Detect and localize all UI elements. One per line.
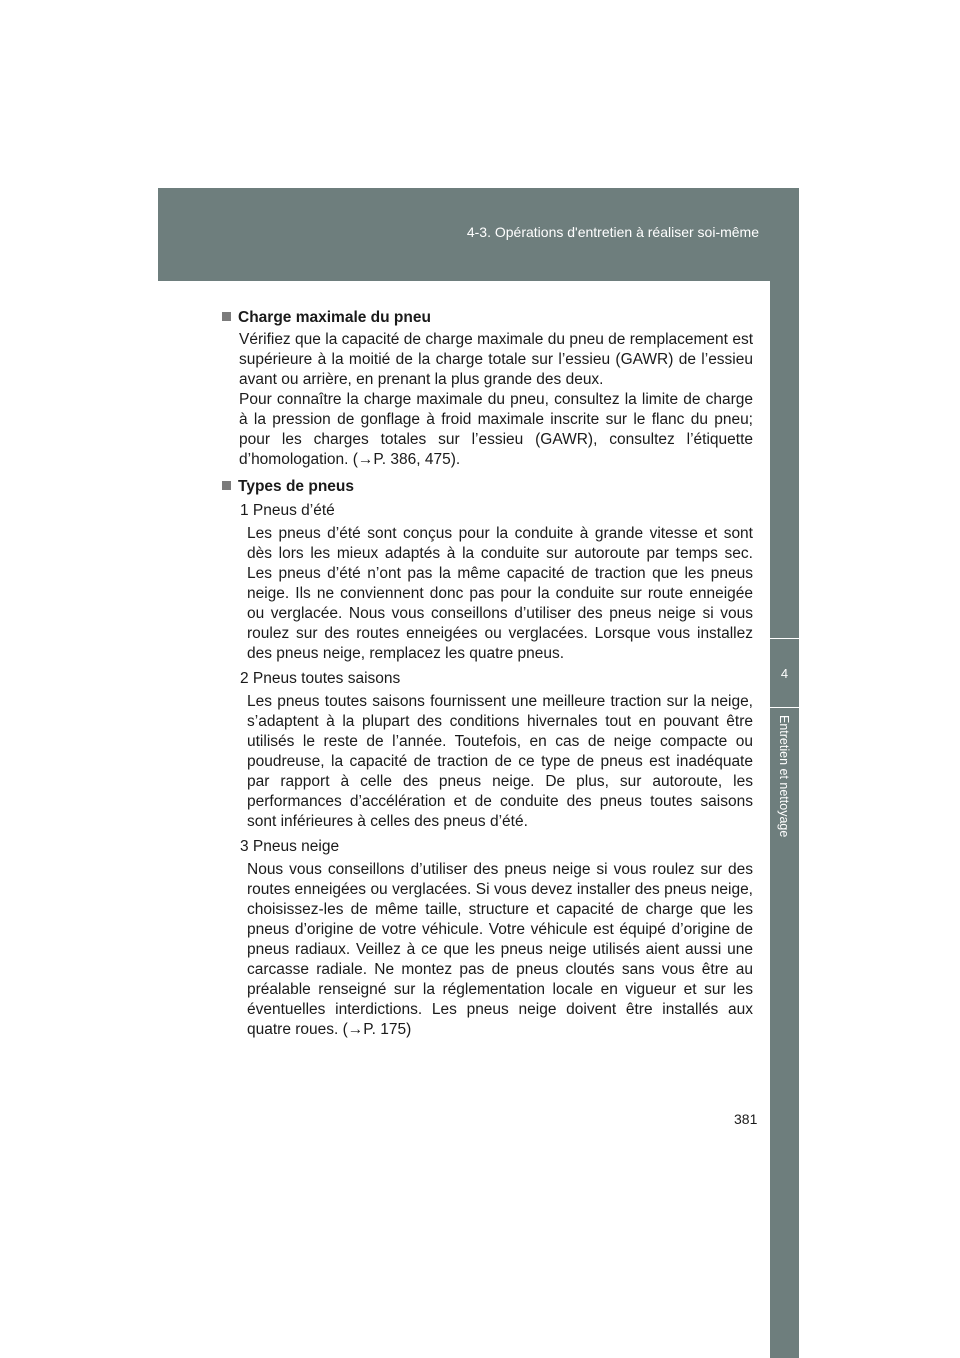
square-bullet-icon xyxy=(222,481,231,490)
list-item xyxy=(222,669,753,832)
list-item xyxy=(222,501,753,664)
paragraph: Pour connaître la charge maximale du pneu, consultez la limite de charge à la pression de gonflage à froid maximale inscrite sur le flanc du pneu; pour les charges totales sur l’essieu (GAWR), consultez l’étiquette d’homologation. (→P. 386, 475). xyxy=(239,391,753,468)
paragraph: Vérifiez que la capacité de charge maximale du pneu de remplacement est supérieure à la moitié de la charge totale sur l’essieu (GAWR) de l’essieu avant ou arrière, en prenant la plus grande des deux. xyxy=(239,331,753,388)
list-item xyxy=(222,837,753,1040)
chapter-number: 4 xyxy=(770,638,799,708)
page-content xyxy=(222,308,753,1040)
item-title: 3 Pneus neige xyxy=(240,838,340,855)
page-number: 381 xyxy=(734,1111,758,1127)
item-body: Nous vous conseillons d’utiliser des pneus neige si vous roulez sur des routes enneigées ou verglacées. Si vous devez installer des pneus neige, choisissez-les de même taille, structure et capacité de charge que les pneus d’origine de votre véhicule. Votre véhicule est équipé d’origine de pneus radiaux. Veillez à ce que les pneus neige utilisés aient aussi une carcasse radiale. Ne montez pas de pneus cloutés sans vous être au préalable renseigné sur la réglementation locale en vigueur et sur les éventuelles interdictions. Les pneus neige doivent être installés aux quatre roues. (→P. 175) xyxy=(247,861,753,1038)
header-band xyxy=(158,188,799,281)
section-heading xyxy=(222,308,753,328)
item-title: 1 Pneus d’été xyxy=(240,502,335,519)
chapter-label: Entretien et nettoyage xyxy=(777,715,791,838)
item-title: 2 Pneus toutes saisons xyxy=(240,670,401,687)
chapter-side-tab xyxy=(770,281,799,1358)
section-title: 4-3. Opérations d'entretien à réaliser soi-même xyxy=(466,224,759,240)
item-body: Les pneus d’été sont conçus pour la conduite à grande vitesse et sont dès lors les mieux adaptés à la conduite sur autoroute par temps sec. Les pneus d’été n’ont pas la même capacité de traction que les pneus neige. Ils ne conviennent donc pas pour la conduite sur route enneigée ou verglacée. Nous vous conseillons d’utiliser des pneus neige si vous roulez sur des routes enneigées ou verglacées. Lorsque vous installez des pneus neige, remplacez les quatre pneus. xyxy=(247,525,753,662)
section-heading-text: Types de pneus xyxy=(238,478,354,495)
section-heading xyxy=(222,477,753,497)
square-bullet-icon xyxy=(222,312,231,321)
section-types-de-pneus xyxy=(222,477,753,1040)
section-charge-maximale xyxy=(222,308,753,470)
section-heading-text: Charge maximale du pneu xyxy=(238,309,431,326)
item-body: Les pneus toutes saisons fournissent une meilleure traction sur la neige, s’adaptent à la plupart des conditions hivernales tout en pouvant être utilisés le reste de l’année. Toutefois, en cas de neige compacte ou poudreuse, la capacité de traction de ce type de pneus est inadéquate par rapport à celle des pneus neige. De plus, sur autoroute, les performances d’accélération et de conduite des pneus toutes saisons sont inférieures à celles des pneus d’été. xyxy=(247,693,753,830)
